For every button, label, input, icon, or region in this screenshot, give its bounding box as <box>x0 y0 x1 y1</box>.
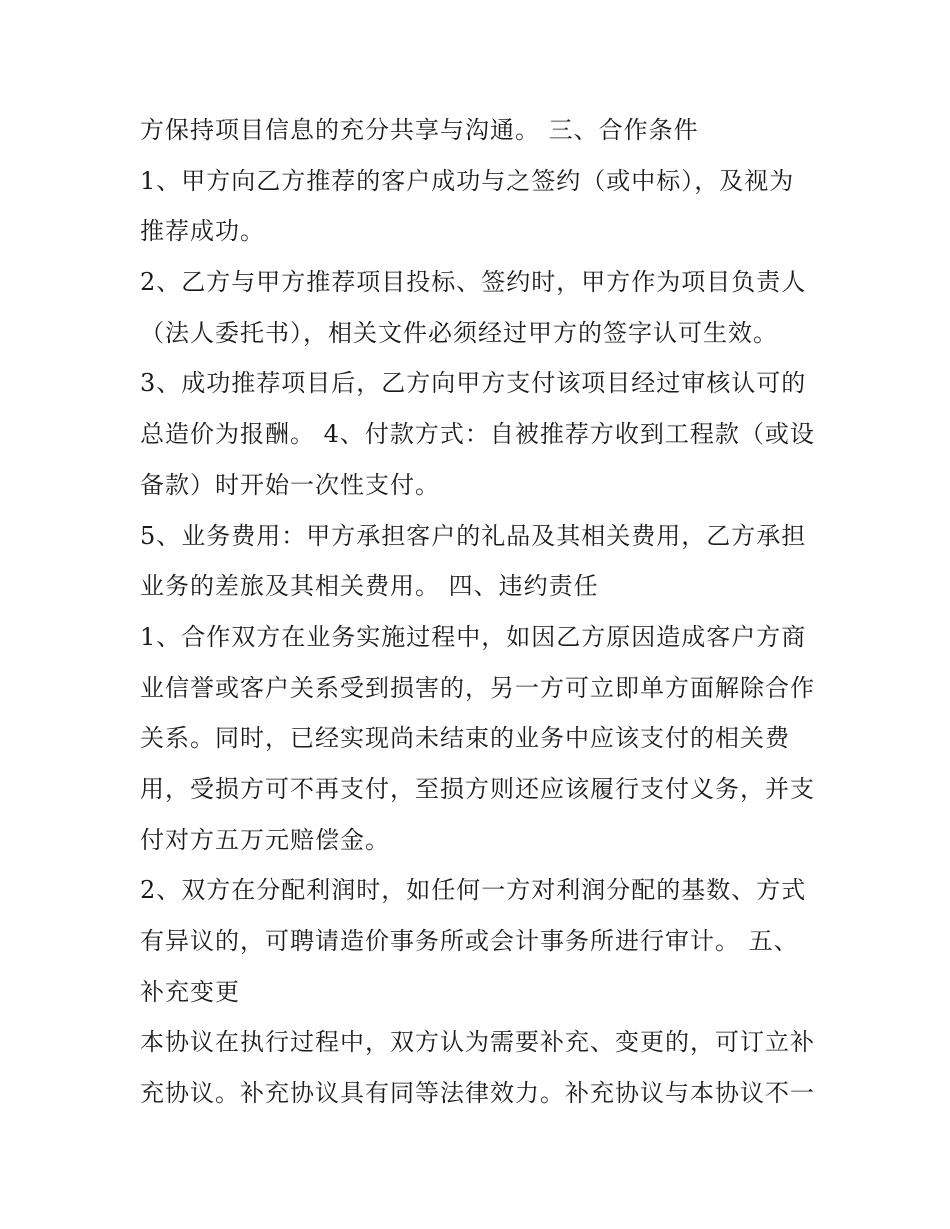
text-line: （法人委托书），相关文件必须经过甲方的签字认可生效。 <box>140 318 778 347</box>
text-line: 推荐成功。 <box>140 217 265 246</box>
text-line: 付对方五万元赔偿金。 <box>140 825 390 854</box>
text-line: 3、成功推荐项目后，乙方向甲方支付该项目经过审核认可的 <box>140 369 807 398</box>
document-body <box>140 105 820 1119</box>
text-line: 充协议。补充协议具有同等法律效力。补充协议与本协议不一 <box>140 1079 815 1108</box>
text-line: 有异议的，可聘请造价事务所或会计事务所进行审计。 五、 <box>140 927 799 955</box>
text-line: 业信誉或客户关系受到损害的，另一方可立即单方面解除合作 <box>140 673 815 702</box>
text-line: 总造价为报酬。 4、付款方式：自被推荐方收到工程款（或设 <box>140 420 815 449</box>
text-line: 关系。同时，已经实现尚未结束的业务中应该支付的相关费 <box>140 724 790 753</box>
text-line: 用，受损方可不再支付，至损方则还应该履行支付义务，并支 <box>140 774 815 803</box>
text-line: 方保持项目信息的充分共享与沟通。 三、合作条件 <box>140 116 699 144</box>
text-line: 本协议在执行过程中，双方认为需要补充、变更的，可订立补 <box>140 1028 815 1057</box>
text-line: 备款）时开始一次性支付。 <box>140 470 440 499</box>
text-line: 1、甲方向乙方推荐的客户成功与之签约（或中标），及视为 <box>140 166 795 195</box>
text-line: 5、业务费用：甲方承担客户的礼品及其相关费用，乙方承担 <box>140 521 807 550</box>
text-line: 业务的差旅及其相关费用。 四、违约责任 <box>140 572 599 601</box>
text-line: 2、乙方与甲方推荐项目投标、签约时，甲方作为项目负责人 <box>140 268 807 297</box>
text-line: 补充变更 <box>140 977 240 1006</box>
text-line: 1、合作双方在业务实施过程中，如因乙方原因造成客户方商 <box>140 622 807 651</box>
text-line: 2、双方在分配利润时，如任何一方对利润分配的基数、方式 <box>140 876 807 905</box>
